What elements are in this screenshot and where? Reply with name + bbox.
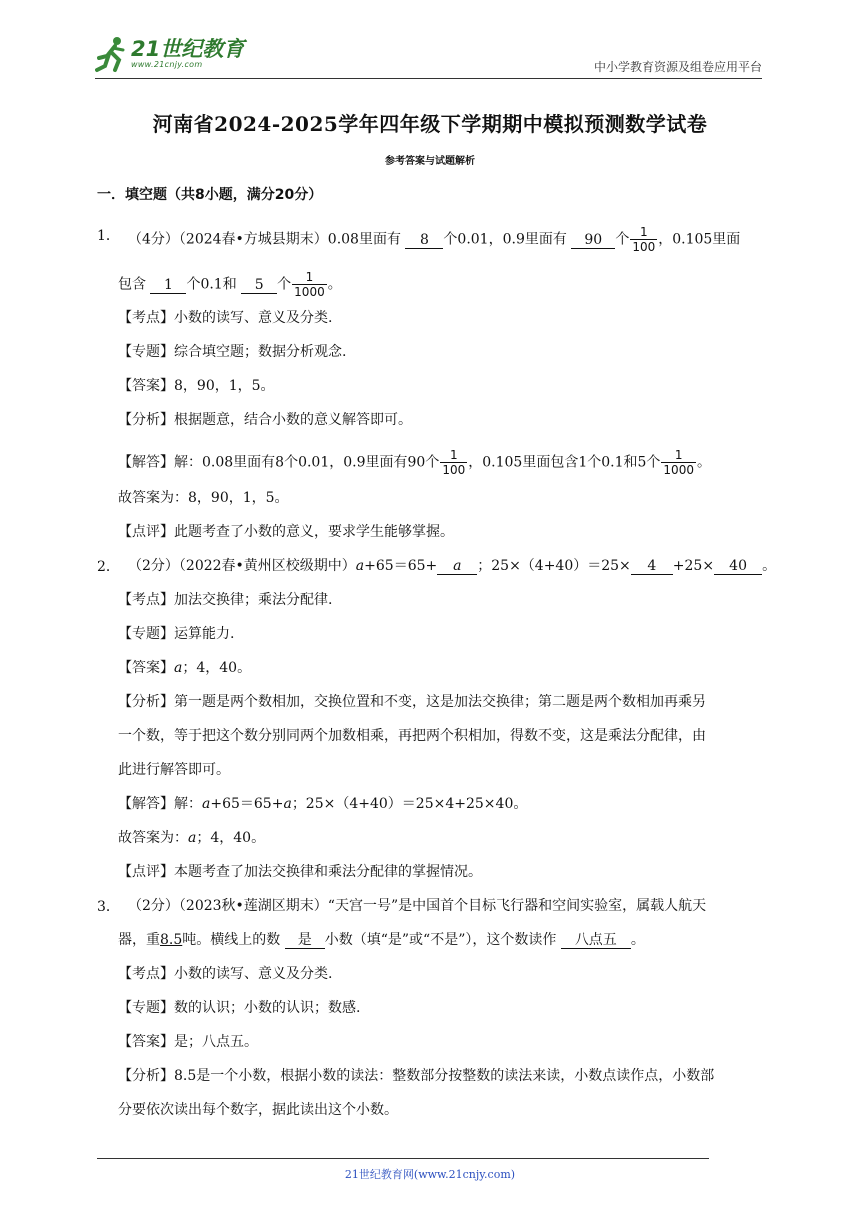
answer-blank: 4 <box>631 558 673 575</box>
final-answer: 故答案为：a；4，40。 <box>118 830 266 846</box>
question-number: 2． <box>97 559 120 575</box>
fraction: $\frac{1}{1000}$ <box>294 270 325 299</box>
footer-link[interactable]: 21世纪教育网(www.21cnjy.com) <box>344 1168 516 1181</box>
footer-divider <box>97 1158 709 1159</box>
analysis: 此进行解答即可。 <box>118 762 230 778</box>
comment: 【点评】此题考查了小数的意义，要求学生能够掌握。 <box>118 524 454 540</box>
topic: 【专题】运算能力. <box>118 626 235 642</box>
answer: 【答案】8，90，1，5。 <box>118 378 275 394</box>
solution: 【解答】解：0.08里面有8个0.01，0.9里面有90个 $\frac{1}{100}$ ，0.105里面包含1个0.1和5个 $\frac{1}{1000}$ 。 <box>118 448 711 477</box>
answer-blank: 是 <box>285 932 325 949</box>
answer: 【答案】a；4，40。 <box>118 660 252 676</box>
site-logo[interactable] <box>95 32 244 76</box>
analysis: 分要依次读出每个数字，据此读出这个小数。 <box>118 1102 398 1118</box>
question-text: 器，重8.5吨。横线上的数 是 小数（填“是”或“不是”），这个数读作 八点五 。 <box>118 932 645 948</box>
answer-blank: 90 <box>571 232 615 249</box>
key-point: 【考点】加法交换律；乘法分配律. <box>118 592 333 608</box>
page-header <box>95 32 762 79</box>
answer-blank: 八点五 <box>561 932 631 949</box>
page-title: 河南省2024-2025学年四年级下学期期中模拟预测数学试卷 <box>152 112 708 136</box>
final-answer: 故答案为：8，90，1，5。 <box>118 490 289 506</box>
runner-icon <box>95 34 129 74</box>
answer-blank: 1 <box>150 277 186 294</box>
answer: 【答案】是；八点五。 <box>118 1034 258 1050</box>
analysis: 【分析】8.5是一个小数，根据小数的读法：整数部分按整数的读法来读，小数点读作点，小数部 <box>118 1068 715 1084</box>
section-heading: 一．填空题（共8小题，满分20分） <box>97 187 323 203</box>
fraction: $\frac{1}{100}$ <box>632 225 656 254</box>
topic: 【专题】数的认识；小数的认识；数感. <box>118 1000 361 1016</box>
key-point: 【考点】小数的读写、意义及分类. <box>118 310 333 326</box>
topic: 【专题】综合填空题；数据分析观念. <box>118 344 347 360</box>
logo-text: 21世纪教育 <box>131 37 245 61</box>
page-subtitle: 参考答案与试题解析 <box>385 156 475 167</box>
platform-name: 中小学教育资源及组卷应用平台 <box>593 60 762 74</box>
answer-blank: a <box>437 558 477 575</box>
answer-blank: 8 <box>405 232 443 249</box>
comment: 【点评】本题考查了加法交换律和乘法分配律的掌握情况。 <box>118 864 482 880</box>
solution: 【解答】解：a+65＝65+a；25×（4+40）＝25×4+25×40。 <box>118 796 528 812</box>
analysis: 【分析】根据题意，结合小数的意义解答即可。 <box>118 412 412 428</box>
question-number: 3． <box>97 899 120 915</box>
key-point: 【考点】小数的读写、意义及分类. <box>118 966 333 982</box>
question-text: （4分）（2024春•方城县期末）0.08里面有 8 个0.01，0.9里面有 90 个 $\frac{1}{100}$ ，0.105里面 <box>128 225 741 254</box>
question-number: 1． <box>97 228 120 244</box>
logo-url: www.21cnjy.com <box>131 60 203 69</box>
analysis: 一个数，等于把这个数分别同两个加数相乘，再把两个积相加，得数不变，这是乘法分配律，由 <box>118 728 706 744</box>
answer-blank: 5 <box>241 277 277 294</box>
question-text: （2分）（2022春•黄州区校级期中）a+65＝65+ a ；25×（4+40）＝25× 4 +25× 40 。 <box>128 558 777 574</box>
question-text: 包含 1 个0.1和 5 个 $\frac{1}{1000}$ 。 <box>118 270 342 299</box>
analysis: 【分析】第一题是两个数相加，交换位置和不变，这是加法交换律；第二题是两个数相加再乘另 <box>118 694 706 710</box>
answer-blank: 40 <box>714 558 762 575</box>
question-text: （2分）（2023秋•莲湖区期末）“天宫一号”是中国首个目标飞行器和空间实验室，属载人航天 <box>128 898 707 914</box>
